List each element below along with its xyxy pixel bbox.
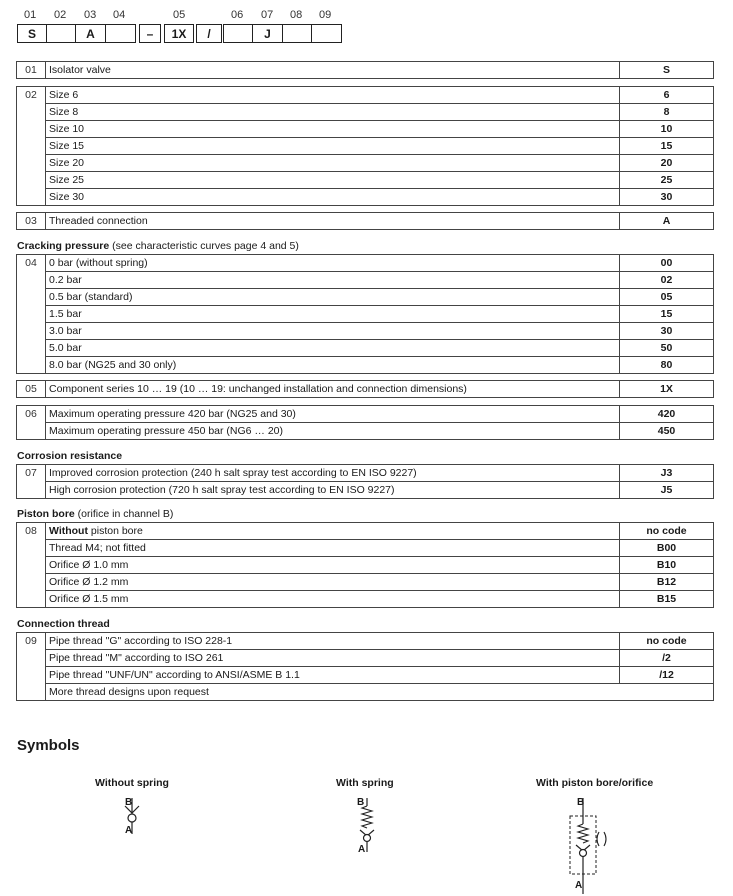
table-row — [17, 87, 714, 104]
table-row — [17, 189, 714, 206]
table-row — [17, 423, 714, 440]
row-description: Pipe thread "UNF/UN" according to ANSI/ASME B 1.1 — [46, 667, 620, 684]
port-label-b: B — [357, 797, 365, 808]
row-number: 07 — [17, 465, 46, 499]
code-cell — [282, 24, 312, 43]
pos-number: 04 — [113, 9, 126, 21]
symbols-heading: Symbols — [17, 737, 80, 754]
row-description: 3.0 bar — [46, 323, 620, 340]
row-code: 50 — [620, 340, 714, 357]
section-subtitle: (orifice in channel B) — [74, 508, 174, 520]
row-description: Improved corrosion protection (240 h salt spray test according to EN ISO 9227) — [46, 465, 620, 482]
row-description: Size 15 — [46, 138, 620, 155]
table-connection — [16, 212, 714, 230]
row-code: 450 — [620, 423, 714, 440]
row-description: 5.0 bar — [46, 340, 620, 357]
row-code: 6 — [620, 87, 714, 104]
table-cracking-pressure — [16, 254, 714, 374]
table-row — [17, 557, 714, 574]
table-row — [17, 523, 714, 540]
row-description: Size 20 — [46, 155, 620, 172]
row-description: Size 10 — [46, 121, 620, 138]
port-label-a: A — [125, 825, 133, 836]
row-description: Component series 10 … 19 (10 … 19: unchanged installation and connection dimensions) — [46, 381, 620, 398]
table-row — [17, 465, 714, 482]
table-row — [17, 574, 714, 591]
port-label-a: A — [575, 880, 583, 891]
section-title-connection-thread: Connection thread — [17, 618, 110, 630]
row-description: Size 8 — [46, 104, 620, 121]
row-code: B00 — [620, 540, 714, 557]
code-cell — [105, 24, 136, 43]
table-row — [17, 104, 714, 121]
table-connection-thread — [16, 632, 714, 701]
row-description: Size 6 — [46, 87, 620, 104]
pos-number: 09 — [319, 9, 332, 21]
row-code: 8 — [620, 104, 714, 121]
code-cell: A — [75, 24, 106, 43]
row-code: 30 — [620, 189, 714, 206]
table-row — [17, 255, 714, 272]
row-description: 0.5 bar (standard) — [46, 289, 620, 306]
row-number: 05 — [17, 381, 46, 398]
row-code: 00 — [620, 255, 714, 272]
row-description: Isolator valve — [46, 62, 620, 79]
row-number: 08 — [17, 523, 46, 608]
section-title-text: Cracking pressure — [17, 240, 110, 252]
row-number: 04 — [17, 255, 46, 374]
row-number: 03 — [17, 213, 46, 230]
row-number: 01 — [17, 62, 46, 79]
row-description: Orifice Ø 1.5 mm — [46, 591, 620, 608]
row-description: Pipe thread "M" according to ISO 261 — [46, 650, 620, 667]
section-title-cracking-pressure — [17, 240, 299, 252]
table-piston-bore — [16, 522, 714, 608]
row-number: 06 — [17, 406, 46, 440]
table-row — [17, 323, 714, 340]
row-code: 80 — [620, 357, 714, 374]
row-code: S — [620, 62, 714, 79]
row-description: Pipe thread "G" according to ISO 228-1 — [46, 633, 620, 650]
table-row — [17, 650, 714, 667]
pos-number: 07 — [261, 9, 274, 21]
pos-number: 08 — [290, 9, 303, 21]
table-row — [17, 172, 714, 189]
section-title-corrosion: Corrosion resistance — [17, 450, 123, 462]
row-description: Thread M4; not fitted — [46, 540, 620, 557]
row-code: 420 — [620, 406, 714, 423]
code-cell — [46, 24, 76, 43]
table-row — [17, 121, 714, 138]
table-row — [17, 633, 714, 650]
row-code: B10 — [620, 557, 714, 574]
row-description — [46, 523, 620, 540]
table-row — [17, 340, 714, 357]
table-row — [17, 289, 714, 306]
row-code: 1X — [620, 381, 714, 398]
table-row — [17, 684, 714, 701]
row-description: 8.0 bar (NG25 and 30 only) — [46, 357, 620, 374]
row-code: J5 — [620, 482, 714, 499]
check-valve-with-orifice-icon — [560, 794, 620, 896]
table-operating-pressure — [16, 405, 714, 440]
section-title-piston-bore — [17, 508, 173, 520]
row-code: 10 — [620, 121, 714, 138]
table-component-series — [16, 380, 714, 398]
section-subtitle: (see characteristic curves page 4 and 5) — [109, 240, 299, 252]
code-cell — [223, 24, 253, 43]
row-description: Maximum operating pressure 450 bar (NG6 … 20) — [46, 423, 620, 440]
pos-number: 03 — [84, 9, 97, 21]
row-code: 15 — [620, 138, 714, 155]
row-description-rest: piston bore — [87, 525, 143, 537]
table-row — [17, 155, 714, 172]
code-cell: S — [17, 24, 47, 43]
row-code: no code — [620, 523, 714, 540]
row-description: Maximum operating pressure 420 bar (NG25 and 30) — [46, 406, 620, 423]
table-row — [17, 406, 714, 423]
pos-number: 02 — [54, 9, 67, 21]
section-title-text: Piston bore — [17, 508, 75, 520]
table-row — [17, 540, 714, 557]
pos-number: 06 — [231, 9, 244, 21]
symbol-label-with-spring: With spring — [336, 777, 394, 789]
code-cell — [311, 24, 342, 43]
row-code: B15 — [620, 591, 714, 608]
port-label-b: B — [577, 797, 585, 808]
row-description: Orifice Ø 1.2 mm — [46, 574, 620, 591]
row-code: no code — [620, 633, 714, 650]
table-row — [17, 213, 714, 230]
symbol-label-without-spring: Without spring — [95, 777, 169, 789]
row-description: 0 bar (without spring) — [46, 255, 620, 272]
row-description: Size 25 — [46, 172, 620, 189]
row-code: 30 — [620, 323, 714, 340]
row-description-bold: Without — [49, 525, 88, 537]
row-code: B12 — [620, 574, 714, 591]
row-description: High corrosion protection (720 h salt spray test according to EN ISO 9227) — [46, 482, 620, 499]
table-row — [17, 357, 714, 374]
table-row — [17, 138, 714, 155]
row-number: 02 — [17, 87, 46, 206]
row-code: 20 — [620, 155, 714, 172]
table-row — [17, 62, 714, 79]
row-code: /12 — [620, 667, 714, 684]
pos-number: 01 — [24, 9, 37, 21]
table-isolator-valve — [16, 61, 714, 79]
symbol-label-with-orifice: With piston bore/orifice — [536, 777, 654, 789]
table-row — [17, 591, 714, 608]
code-cell: – — [139, 24, 161, 43]
table-row — [17, 306, 714, 323]
row-number: 09 — [17, 633, 46, 701]
port-label-b: B — [125, 797, 133, 808]
row-description: 1.5 bar — [46, 306, 620, 323]
port-label-a: A — [358, 844, 366, 855]
row-code: A — [620, 213, 714, 230]
row-description: 0.2 bar — [46, 272, 620, 289]
row-code: 25 — [620, 172, 714, 189]
row-code: 15 — [620, 306, 714, 323]
row-description: Orifice Ø 1.0 mm — [46, 557, 620, 574]
row-code: J3 — [620, 465, 714, 482]
code-cell: J — [252, 24, 283, 43]
row-description: Threaded connection — [46, 213, 620, 230]
table-row — [17, 272, 714, 289]
table-row — [17, 667, 714, 684]
code-cell: / — [196, 24, 222, 43]
check-valve-without-spring-icon — [112, 794, 142, 838]
table-row — [17, 381, 714, 398]
table-corrosion — [16, 464, 714, 499]
check-valve-with-spring-icon — [352, 794, 382, 856]
table-row — [17, 482, 714, 499]
row-code: 02 — [620, 272, 714, 289]
row-description: Size 30 — [46, 189, 620, 206]
code-cell: 1X — [164, 24, 194, 43]
row-description: More thread designs upon request — [46, 684, 714, 701]
row-code: /2 — [620, 650, 714, 667]
row-code: 05 — [620, 289, 714, 306]
pos-number: 05 — [173, 9, 186, 21]
table-size — [16, 86, 714, 206]
